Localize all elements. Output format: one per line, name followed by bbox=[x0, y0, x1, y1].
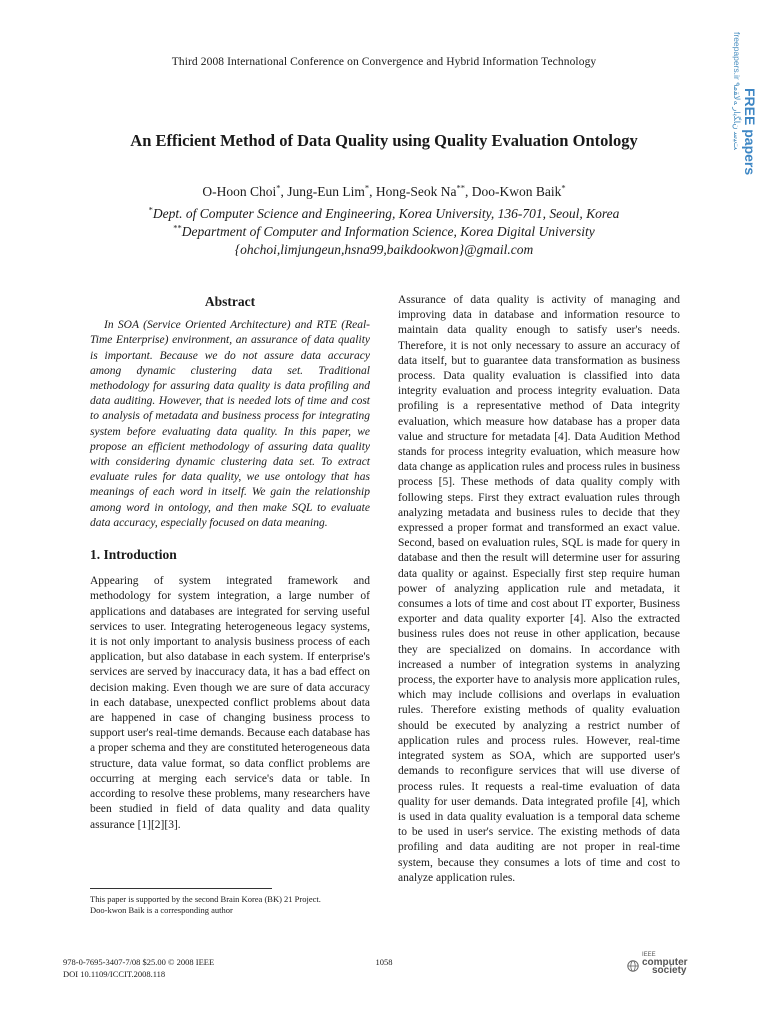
right-column bbox=[398, 293, 680, 886]
page-number: 1058 bbox=[375, 957, 393, 967]
right-column-body: Assurance of data quality is activity of managing and improving data in database and information resource to maintain data quality enough to satisfy user's needs. Therefore, it is not only necessary to assure an accuracy of data itself, but to guarantee data transformation as business process. Data quality evaluation is classified into data integrity evaluation and process integrity evaluation. Data profiling is a representative method of Data integrity evaluation, which measure how database has a proper data value and structure for metadata [4]. Data Audition Method stands for process integrity evaluation, which measure how data change as application rules and process rules in business process [5]. These methods of data quality comply with following steps. First they extract evaluation rules through analyzing metadata and business rules to decide that they expressed a proper format and transformed an exact value. Second, based on evaluation rules, SQL is made for query in database and then the result will determine user for assuring data quality or against. Especially first step require human power of analyzing application rule and metadata, it consumes a lots of time and cost about IT exporter, Business exporter and data quality exporter [4]. Also the extracted business rules does not reuse in other application, because they are specialized on domains. In accordance with increased a number of integration systems in analyzing process, the exporter have to analysis more application rules, which may include collisions and overlaps in evaluation rules. Therefore existing methods of quality evaluation should be executed by analyzing a restrict number of application rules and process rules. However, real-time integrated system as SOA, which are supported user's demands to reconfigure services that will use diverse of process rules. It requests a real-time evaluation of data quality for user demands. Data integrated profile [4], which is used in data quality evaluation is a temporal data scheme to be used in user's service. The existing methods of data profiling and data auditing are not proper in real-time system, because they consumes a lots of time and cost to analyze application rules. bbox=[398, 294, 680, 884]
footnote-line: Doo-kwon Baik is a corresponding author bbox=[90, 905, 233, 915]
abstract-heading: Abstract bbox=[204, 294, 256, 309]
introduction-heading: 1. Introduction bbox=[90, 547, 177, 563]
footer-isbn: 978-0-7695-3407-7/08 $25.00 © 2008 IEEE bbox=[63, 957, 215, 967]
affiliation-2 bbox=[0, 224, 768, 240]
author-name: Doo-Kwon Baik bbox=[471, 184, 562, 199]
affiliation-mark: ** bbox=[173, 222, 182, 233]
logo-line: computer bbox=[642, 957, 688, 968]
conference-header: Third 2008 International Conference on Convergence and Hybrid Information Technology bbox=[171, 56, 597, 68]
author-mark: * bbox=[561, 182, 566, 193]
watermark-small-text: freepapers.ir ۹ﺖﯿﺳ ﻥﺎﮕﯾﺍﺭ ﻪﻟﺎﻘﻣ bbox=[732, 32, 742, 151]
abstract-body: In SOA (Service Oriented Architecture) and RTE (Real-Time Enterprise) environment, an assurance of data quality is important. Because we do not assure data accuracy among dynamic clustering data set. Traditional methodology for assuring data quality is data profiling and data auditing. However, that is needed lots of time and cost to analysis of metadata and business process for integrating system before evaluating data quality. In this paper, we propose an efficient methodology of assuring data quality with considering dynamic clustering data set. To extract evaluate rules for data quality, we use ontology that has meanings of each word in itself. We gain the relationship among word in ontology, and then make SQL to evaluate data accuracy, especially focused on data meaning. bbox=[90, 319, 370, 529]
author-mark: ** bbox=[456, 182, 465, 193]
globe-icon bbox=[627, 960, 639, 972]
author-name: Jung-Eun Lim bbox=[287, 184, 365, 199]
paper-title: An Efficient Method of Data Quality using Quality Evaluation Ontology bbox=[130, 131, 638, 150]
footer-doi: DOI 10.1109/ICCIT.2008.118 bbox=[63, 969, 166, 979]
author-emails: {ohchoi,limjungeun,hsna99,baikdookwon}@gmail.com bbox=[234, 242, 534, 257]
author-mark: * bbox=[276, 182, 281, 193]
logo-line: IEEE bbox=[642, 952, 656, 958]
logo-text bbox=[642, 951, 702, 975]
free-papers-watermark bbox=[730, 28, 760, 176]
affiliation-text: Department of Computer and Information Science, Korea Digital University bbox=[181, 224, 595, 239]
footnote-divider bbox=[90, 888, 272, 889]
watermark-big-text: FREE papers bbox=[742, 88, 758, 176]
ieee-computer-society-logo bbox=[627, 950, 697, 980]
affiliation-mark: * bbox=[148, 204, 153, 215]
author-list: O-Hoon Choi*, Jung-Eun Lim*, Hong-Seok Na**, Doo-Kwon Baik* bbox=[202, 182, 566, 199]
logo-line: society bbox=[652, 965, 687, 976]
affiliation-1 bbox=[0, 206, 768, 222]
footnote-line: This paper is supported by the second Brain Korea (BK) 21 Project. bbox=[90, 894, 321, 904]
author-name: O-Hoon Choi bbox=[202, 184, 277, 199]
introduction-body: Appearing of system integrated framework and methodology for system integration, a large number of applications and databases are integrated for serving useful services to user. Integrating heterogeneous legacy systems, it is not only important to analysis business process of each application, but also database in each system. If enterprise's services are served by inaccuracy data, it has a bad effect on decision making. Even though we are sure of data accuracy in each database, unexpected conflict problems about data are happened in case of changing business process to support user's real-time demands. Because each database has a proper schema and they are constituted heterogeneous data structure, data value format, so data conflict problems are occurring at merging each service's data or table. In according to resolve these problems, many researchers have been studied in field of data quality and data quality assurance [1][2][3]. bbox=[90, 575, 370, 831]
author-name: Hong-Seok Na bbox=[375, 184, 457, 199]
footnote bbox=[90, 894, 390, 916]
left-column bbox=[90, 294, 370, 833]
author-mark: * bbox=[364, 182, 370, 193]
affiliation-text: Dept. of Computer Science and Engineering, Korea University, 136-701, Seoul, Korea bbox=[152, 206, 620, 221]
